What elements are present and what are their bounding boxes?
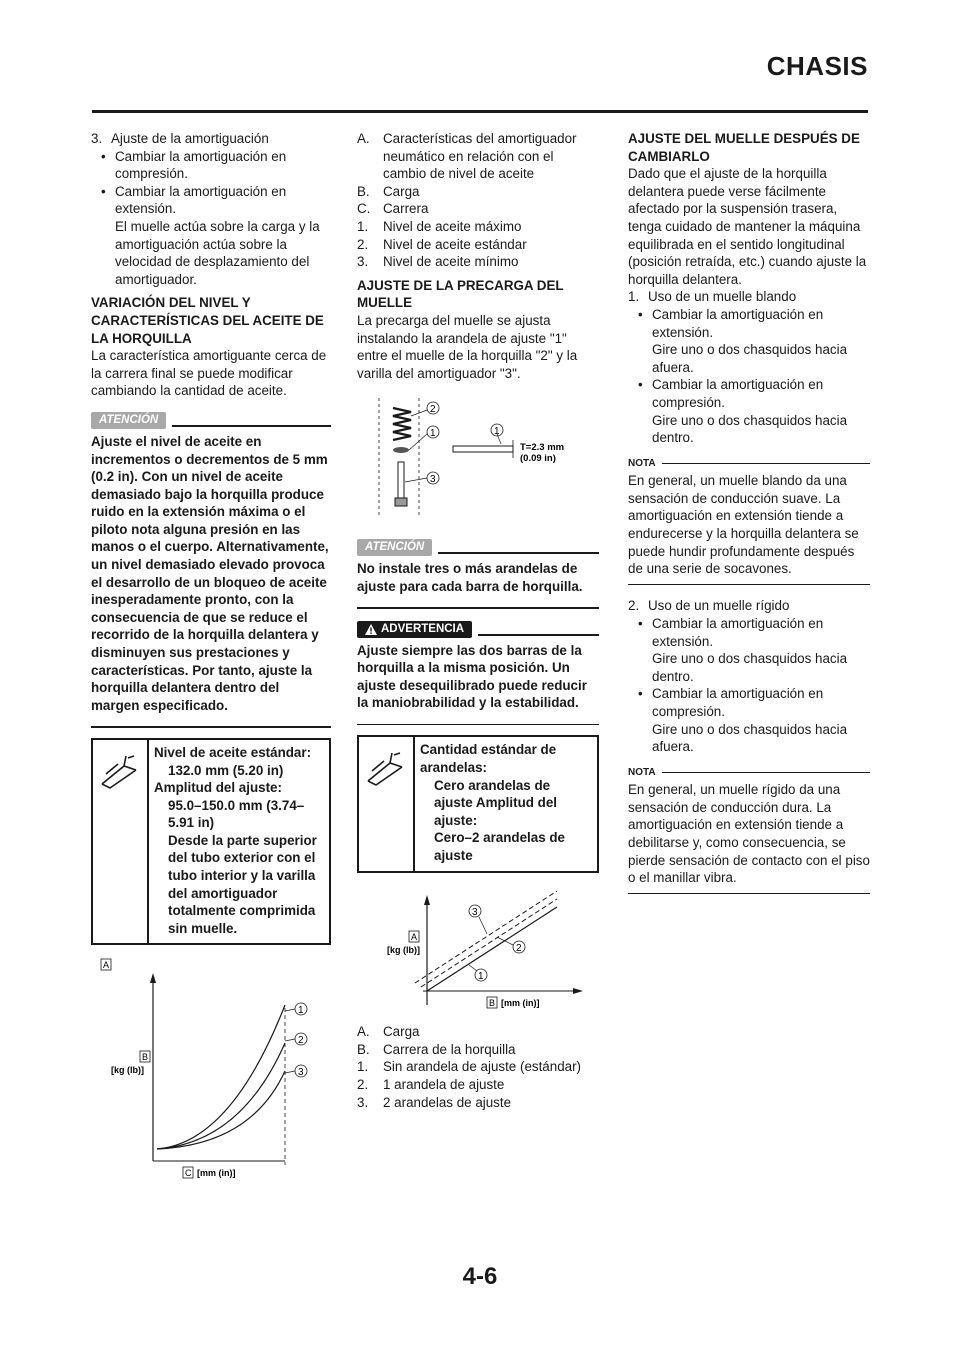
caution-header [357, 539, 599, 556]
caution-badge: ATENCIÓN [357, 539, 432, 556]
column-3 [628, 130, 870, 906]
bullet-note: Gire uno o dos chasquidos hacia dentro. [652, 651, 848, 684]
line-1-washer [421, 899, 557, 987]
curve-std [157, 1043, 285, 1149]
svg-text:1: 1 [430, 428, 436, 440]
oil-level-graph [91, 953, 331, 1183]
legend-item: C. Carrera [357, 201, 429, 217]
svg-text:B: B [489, 997, 496, 1008]
note-text: En general, un muelle blando da una sensación de conducción suave. La amortiguación en extensión tiende a endurecerse y la horquilla delantera se puede hundir profundamente después de una serie de socavones. [628, 473, 859, 577]
section-title: VARIACIÓN DEL NIVEL Y CARACTERÍSTICAS DEL ACEITE DE LA HORQUILLA [91, 295, 324, 346]
graph-corner-letter: A [103, 960, 110, 971]
column-1 [91, 130, 331, 1188]
svg-text:C: C [185, 1168, 192, 1179]
legend-item: 2. Nivel de aceite estándar [357, 236, 527, 252]
section-title: AJUSTE DEL MUELLE DESPUÉS DE CAMBIARLO [628, 131, 860, 164]
warning-end-rule [357, 724, 599, 726]
bullet-note: Gire uno o dos chasquidos hacia afuera. [652, 342, 848, 375]
washer-thickness-view [453, 446, 513, 452]
warning-triangle-icon [365, 624, 377, 635]
bullet-item: • Cambiar la amortiguación en compresión. [638, 686, 824, 719]
column-2 [357, 130, 599, 1111]
legend-2 [357, 1023, 599, 1111]
note-header: NOTA [628, 764, 870, 782]
bullet-note: Gire uno o dos chasquidos hacia dentro. [652, 412, 848, 446]
svg-text:T=2.3 mm: T=2.3 mm [520, 442, 565, 454]
legend-item: 3. Nivel de aceite mínimo [357, 254, 519, 270]
caution-badge: ATENCIÓN [91, 412, 166, 429]
note-header: NOTA [628, 455, 870, 473]
legend-item: 1. Nivel de aceite máximo [357, 218, 522, 234]
svg-text:3: 3 [430, 474, 436, 486]
bullet-note: Gire uno o dos chasquidos hacia afuera. [652, 721, 848, 755]
section-intro: Dado que el ajuste de la horquilla delantera puede verse fácilmente afectado por la suspensión trasera, tenga cuidado de mantener la máquina equilibrada en el sentido longitudinal (posición retraída, etc.) cuando ajuste la horquilla delantera. [628, 166, 867, 287]
warning-text: Ajuste siempre las dos barras de la horquilla a la misma posición. Un ajuste desequilibrado puede reducir la maniobrabilidad y la estabilidad. [357, 642, 587, 711]
bullet-item: • Cambiar la amortiguación en extensión. [638, 306, 824, 340]
x-axis-unit: [mm (in)] [501, 997, 540, 1008]
page-header-title: CHASIS [766, 51, 868, 81]
svg-text:2: 2 [430, 404, 436, 416]
section-text: La precarga del muelle se ajusta instalando la arandela de ajuste "1" entre el muelle de la horquilla "2" y la varilla del amortiguador "3". [357, 312, 578, 381]
spring-preload-figure [357, 390, 599, 522]
note-text: En general, un muelle rígido da una sensación de conducción dura. La amortiguación en extensión tiende a debilitarse y, como consecuencia, se pierde sensación de contacto con el piso o el manillar vibra. [628, 782, 870, 886]
svg-text:B: B [142, 1052, 149, 1063]
svg-text:2: 2 [298, 1035, 304, 1047]
caution-end-rule [91, 726, 331, 728]
svg-text:(0.09 in): (0.09 in) [520, 453, 556, 465]
y-axis-unit: [kg (lb)] [387, 944, 420, 955]
note-end-rule [628, 584, 870, 586]
svg-text:2: 2 [516, 942, 522, 954]
wrench-icon [359, 737, 415, 870]
page-number: 4-6 [462, 1263, 498, 1290]
spec-text: Cantidad estándar de arandelas: Cero arandelas de ajuste Amplitud del ajuste: Cero–2 arandelas de ajuste [420, 742, 565, 864]
legend-item: 1. Sin arandela de ajuste (estándar) [357, 1059, 582, 1075]
step-3: 3. Ajuste de la amortiguación [91, 131, 269, 146]
spec-box [91, 738, 331, 946]
caution-text: No instale tres o más arandelas de ajuste para cada barra de horquilla. [357, 560, 583, 594]
curve-min [157, 1071, 285, 1149]
caution-end-rule [357, 607, 599, 609]
line-2-washers [415, 891, 557, 983]
x-axis-unit: [mm (in)] [197, 1168, 236, 1179]
wrench-icon [93, 740, 149, 944]
note-end-rule [628, 893, 870, 895]
damper-rod [398, 462, 404, 502]
svg-text:1: 1 [478, 970, 484, 982]
svg-text:3: 3 [472, 906, 478, 918]
legend-item: A. Carga [357, 1024, 420, 1040]
bullet-note: El muelle actúa sobre la carga y la amortiguación actúa sobre la velocidad de desplazamiento del amortiguador. [115, 218, 320, 287]
warning-header [357, 621, 599, 638]
section-text: La característica amortiguante cerca de la carrera final se puede modificar cambiando la cantidad de aceite. [91, 348, 327, 399]
step-1: 1. Uso de un muelle blando [628, 289, 797, 305]
legend-item: A. Características del amortiguador neumático en relación con el cambio de nivel de aceite [357, 131, 577, 182]
y-axis-unit: [kg (lb)] [111, 1065, 144, 1076]
step-2: 2. Uso de un muelle rígido [628, 598, 790, 614]
svg-text:3: 3 [298, 1067, 304, 1079]
section-title: AJUSTE DE LA PRECARGA DEL MUELLE [357, 277, 564, 311]
caution-header [91, 412, 331, 429]
warning-badge: ADVERTENCIA [357, 621, 472, 638]
bullet-item: • Cambiar la amortiguación en compresión. [101, 148, 287, 182]
bullet-item: • Cambiar la amortiguación en compresión. [638, 377, 824, 410]
spec-box [357, 735, 599, 872]
legend-item: B. Carrera de la horquilla [357, 1041, 516, 1057]
svg-text:1: 1 [494, 426, 500, 438]
header-rule [92, 110, 868, 113]
spring-icon [393, 408, 411, 440]
legend-item: 3. 2 arandelas de ajuste [357, 1094, 512, 1110]
preload-graph [357, 887, 599, 1017]
caution-text: Ajuste el nivel de aceite en incrementos o decrementos de 5 mm (0.2 in). Con un nivel de aceite demasiado bajo la horquilla produce ruido en la extensión máxima o el piloto nota alguna presión en las manos o el cuerpo. Alternativamente, un nivel demasiado elevado provoca el desarrollo de un bloqueo de aceite inesperadamente pronto, con la consecuencia de que se reduce el recorrido de la horquilla delantera y disminuyen sus prestaciones y características. Por tanto, ajuste la horquilla delantera dentro del margen especificado. [91, 433, 329, 713]
washer-icon [393, 447, 409, 453]
svg-text:A: A [411, 931, 418, 942]
line-no-washer [427, 907, 557, 991]
legend-item: B. Carga [357, 183, 420, 199]
bullet-item: • Cambiar la amortiguación en extensión. [638, 615, 824, 649]
bullet-item: • Cambiar la amortiguación en extensión. [101, 183, 287, 217]
legend-item: 2. 1 arandela de ajuste [357, 1077, 505, 1092]
spec-text: Nivel de aceite estándar: 132.0 mm (5.20 in) Amplitud del ajuste: 95.0–150.0 mm (3.74–5.91 in) Desde la parte superior del tubo exterior con el tubo interior y la varilla del amortiguador totalmente comprimida sin muelle. [154, 744, 317, 936]
svg-text:1: 1 [298, 1005, 304, 1017]
